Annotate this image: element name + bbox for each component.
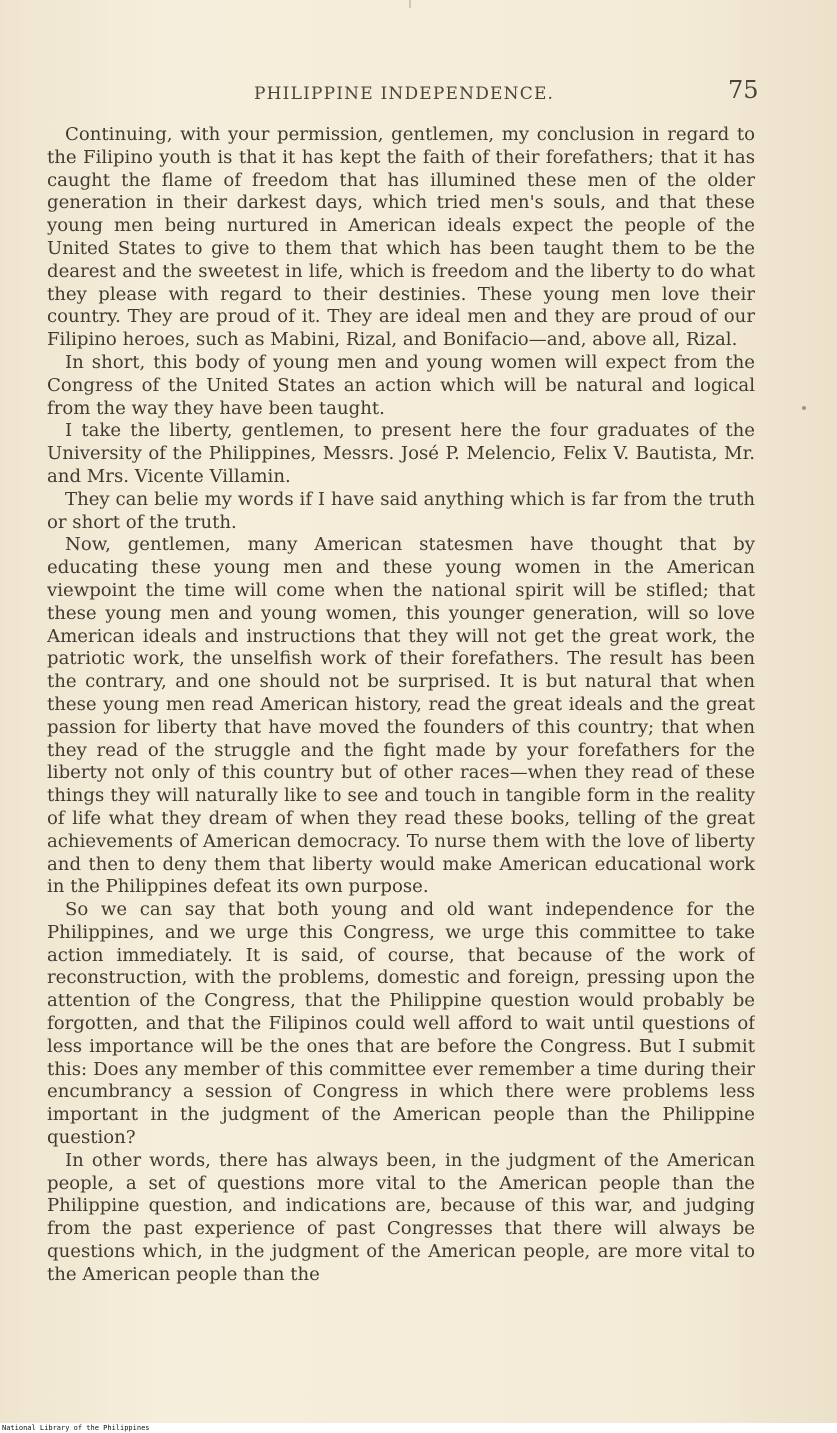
- paper-speck: [802, 406, 806, 410]
- paragraph: They can belie my words if I have said anything which is far from the truth or short of the truth.: [47, 488, 755, 533]
- running-head: [0, 76, 837, 108]
- body-text: [47, 124, 755, 1334]
- library-credit: National Library of the Philippines: [2, 1424, 150, 1432]
- footer-strip: [0, 1423, 837, 1433]
- page-number: 75: [728, 76, 759, 104]
- paragraph: Continuing, with your permission, gentlemen, my conclusion in regard to the Filipino youth is that it has kept the faith of their forefathers; that it has caught the flame of freedom that has illumined these men of the older generation in their darkest days, which tried men's souls, and that these young men being nurtured in American ideals expect the people of the United States to give to them that which has been taught them to be the dearest and the sweetest in life, which is freedom and the liberty to do what they please with regard to their destinies. These young men love their country. They are proud of it. They are ideal men and they are proud of our Filipino heroes, such as Mabini, Rizal, and Bonifacio—and, above all, Rizal.: [47, 124, 755, 351]
- paragraph: In short, this body of young men and young women will expect from the Congress of the United States an action which will be natural and logical from the way they have been taught.: [47, 351, 755, 419]
- running-title: PHILIPPINE INDEPENDENCE.: [254, 84, 555, 104]
- paragraph: So we can say that both young and old want independence for the Philippines, and we urge this Congress, we urge this committee to take action immediately. It is said, of course, that because of the work of reconstruction, with the problems, domestic and foreign, pressing upon the attention of the Congress, that the Philippine question would probably be forgotten, and that the Filipinos could well afford to wait until questions of less importance will be the ones that are before the Congress. But I submit this: Does any member of this committee ever remember a time during their encumbrancy a session of Congress in which there were problems less important in the judgment of the American people than the Philippine question?: [47, 899, 755, 1149]
- paragraph: In other words, there has always been, in the judgment of the American people, a set of questions more vital to the American people than the Philippine question, and indications are, because of this war, and judging from the past experience of past Congresses that there will always be questions which, in the judgment of the American people, are more vital to the American people than the: [47, 1149, 755, 1285]
- paragraph: I take the liberty, gentlemen, to present here the four graduates of the University of the Philippines, Messrs. José P. Melencio, Felix V. Bautista, Mr. and Mrs. Vicente Villamin.: [47, 420, 755, 487]
- scan-mark: [409, 0, 411, 8]
- paragraph: Now, gentlemen, many American statesmen have thought that by educating these young men and these young women in the American viewpoint the time will come when the national spirit will be stifled; that these young men and young women, this younger generation, will so love American ideals and instructions that they will not get the great work, the patriotic work, the unselfish work of their forefathers. The result has been the contrary, and one should not be surprised. It is but natural that when these young men read American history, read the great ideals and the great passion for liberty that have moved the founders of this country; that when they read of the struggle and the fight made by your forefathers for the liberty not only of this country but of other races—when they read of these things they will naturally like to see and touch in tangible form in the reality of life what they dream of when they read these books, telling of the great achievements of American democracy. To nurse them with the love of liberty and then to deny them that liberty would make American educational work in the Philippines defeat its own purpose.: [47, 534, 755, 898]
